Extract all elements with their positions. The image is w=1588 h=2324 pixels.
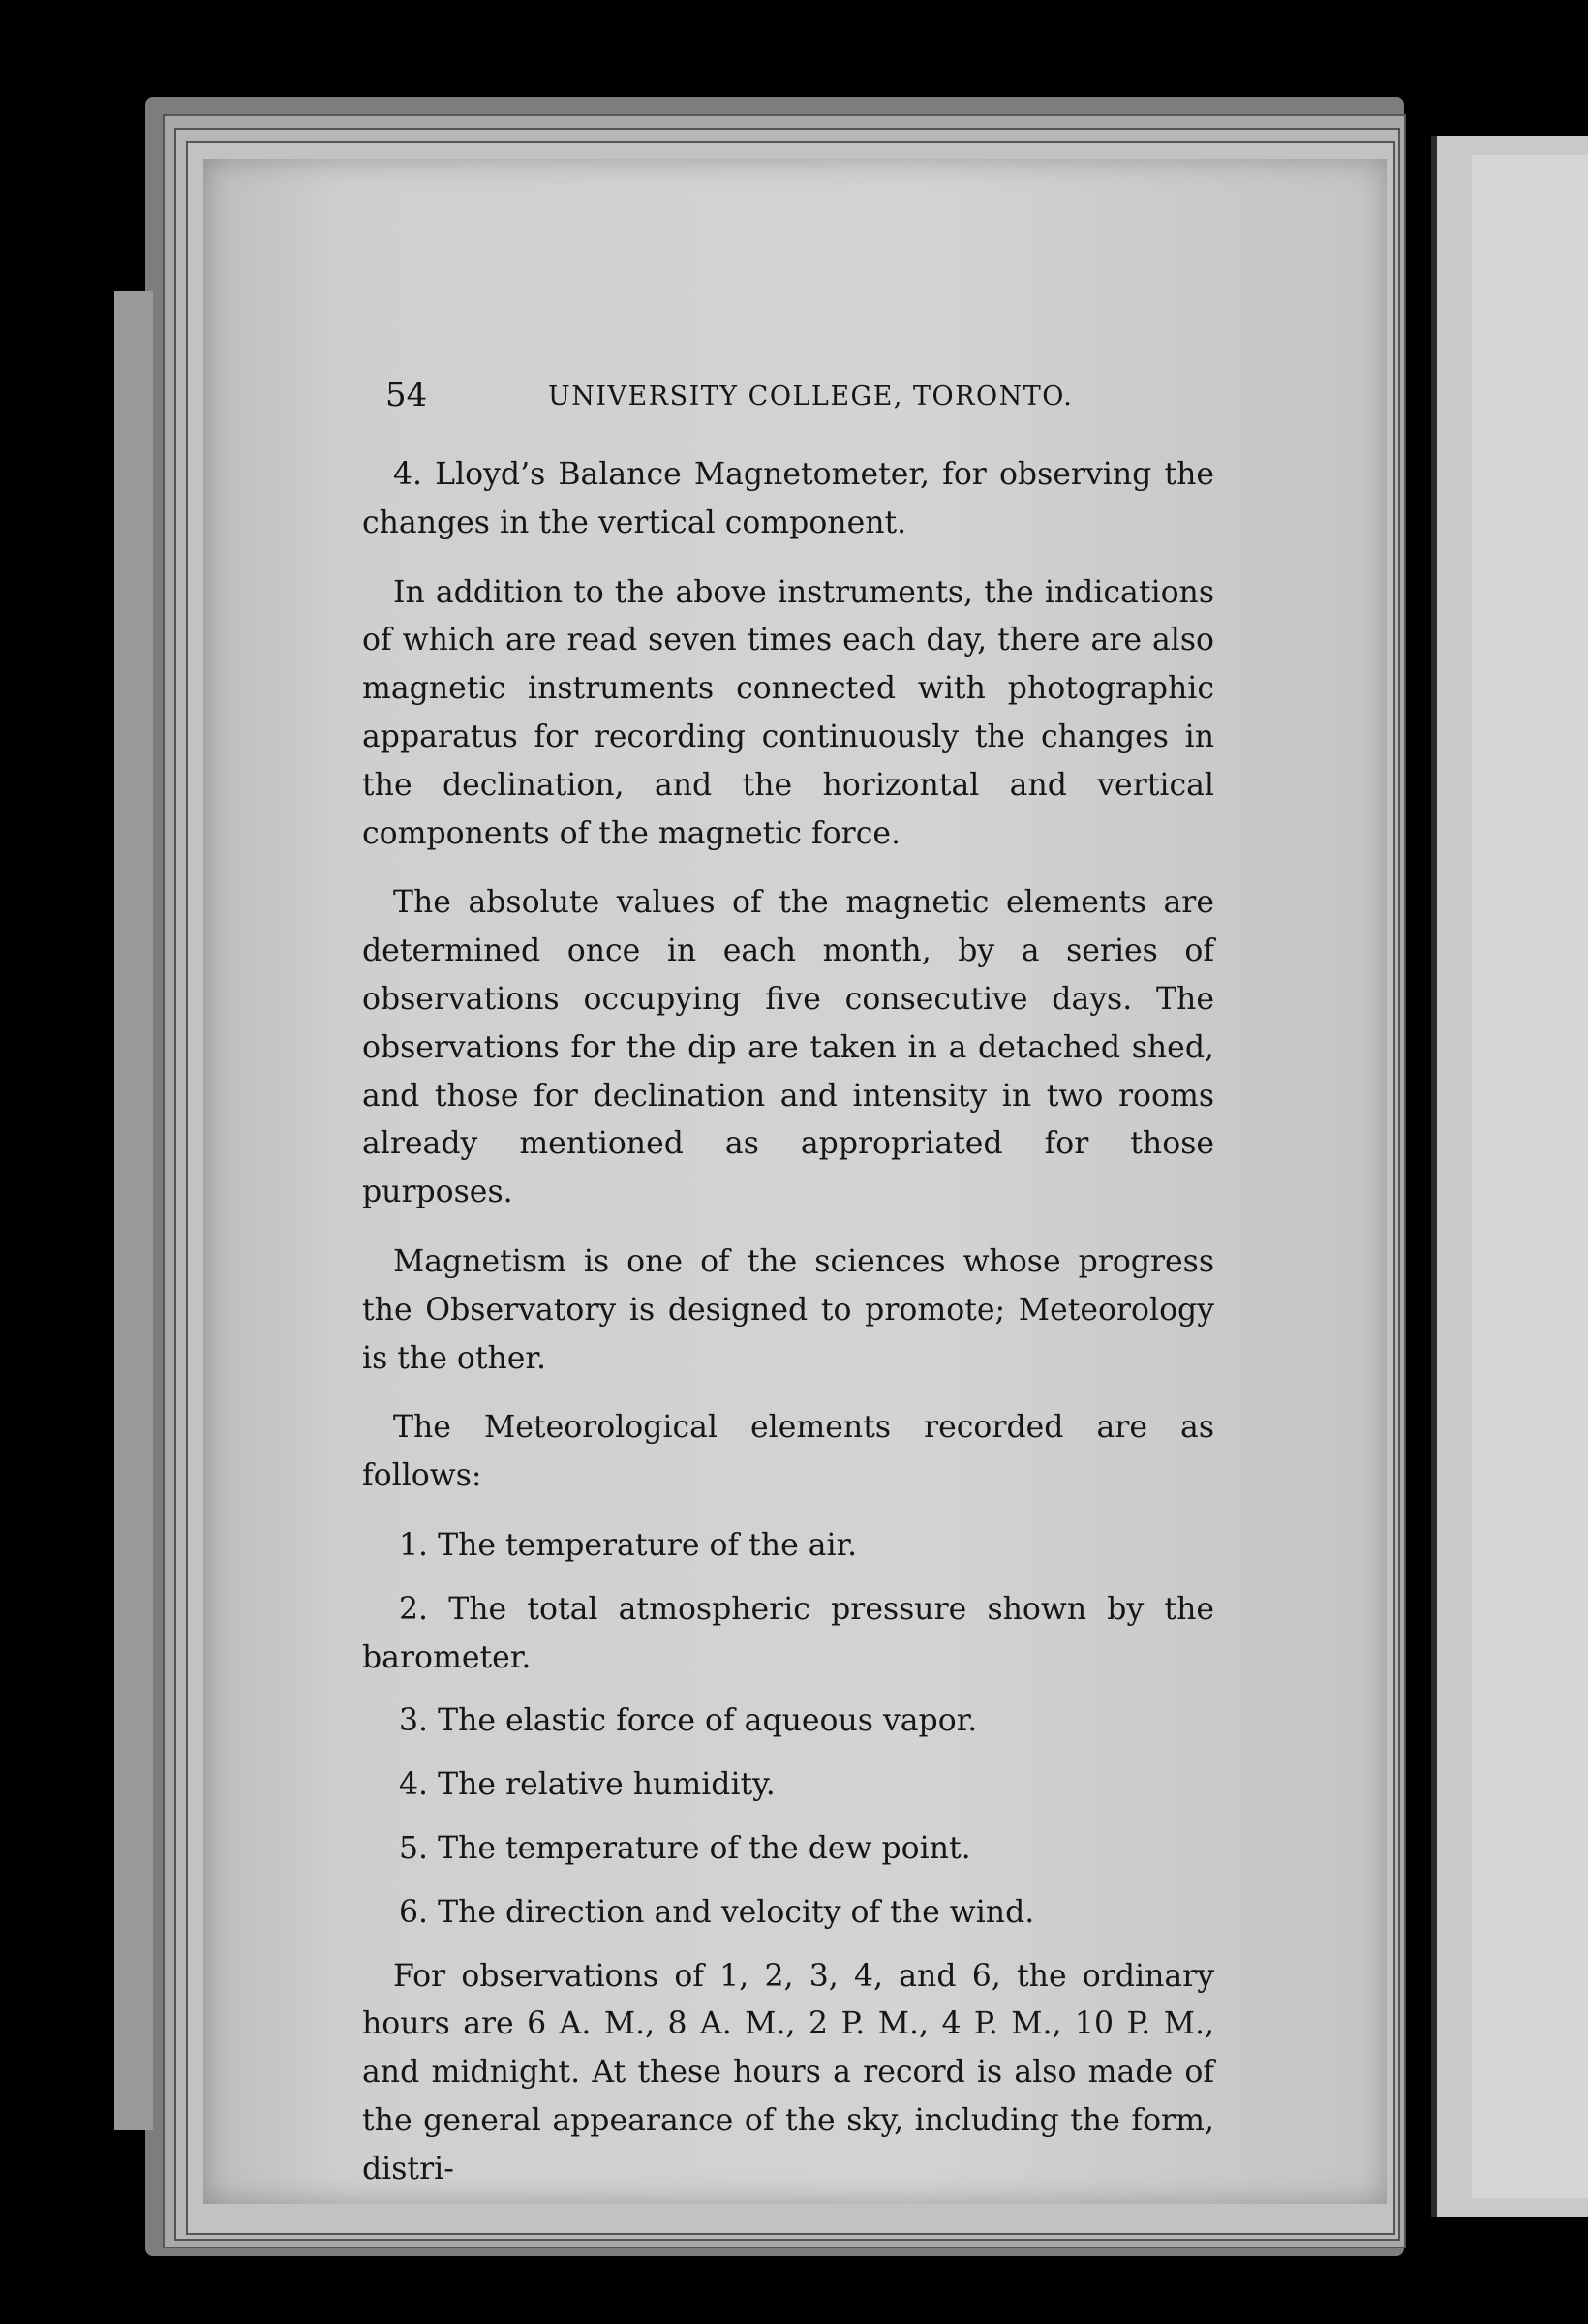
list-item: 6. The direction and velocity of the wind. (399, 1894, 1035, 1930)
paragraph: The absolute values of the magnetic elements are determined once in each month, by a series of observations occupying five consecutive days. The observations for the dip are taken in a detached shed, and those for declination and intensity in two rooms already mentioned as appropriated for those purposes. (362, 885, 1214, 1210)
paragraph: In addition to the above instruments, the indications of which are read seven times each day, there are also magnetic instruments connected with photographic apparatus for recording continuously the changes in the declination, and the horizontal and vertical components of the magnetic force. (362, 574, 1214, 851)
page-number: 54 (385, 376, 428, 414)
list-item: 2. The total atmospheric pressure shown by the barometer. (362, 1591, 1214, 1675)
list-item: 1. The temperature of the air. (399, 1527, 858, 1563)
paragraph: The Meteorological elements recorded are as follows: (362, 1410, 1214, 1494)
facing-page-inner (1472, 155, 1588, 2198)
list-item: 4. The relative humidity. (399, 1767, 776, 1803)
torn-page-edge (114, 290, 153, 2130)
page-body (362, 451, 1214, 2216)
closing-paragraph: For observations of 1, 2, 3, 4, and 6, the ordinary hours are 6 A. M., 8 A. M., 2 P. M., 4 P. M., 10 P. M., and midnight. At these hours a record is also made of the general appearance of the sky, including the form, distri- (362, 1958, 1214, 2186)
paragraph: 4. Lloyd’s Balance Magnetometer, for observing the changes in the vertical component. (362, 457, 1214, 540)
list-item: 3. The elastic force of aqueous vapor. (399, 1703, 978, 1739)
paragraph: Magnetism is one of the sciences whose progress the Observatory is designed to promote; Meteorology is the other. (362, 1243, 1214, 1376)
page-header (385, 376, 1218, 424)
list-item: 5. The temperature of the dew point. (399, 1830, 971, 1866)
running-head: UNIVERSITY COLLEGE, TORONTO. (548, 382, 1074, 412)
